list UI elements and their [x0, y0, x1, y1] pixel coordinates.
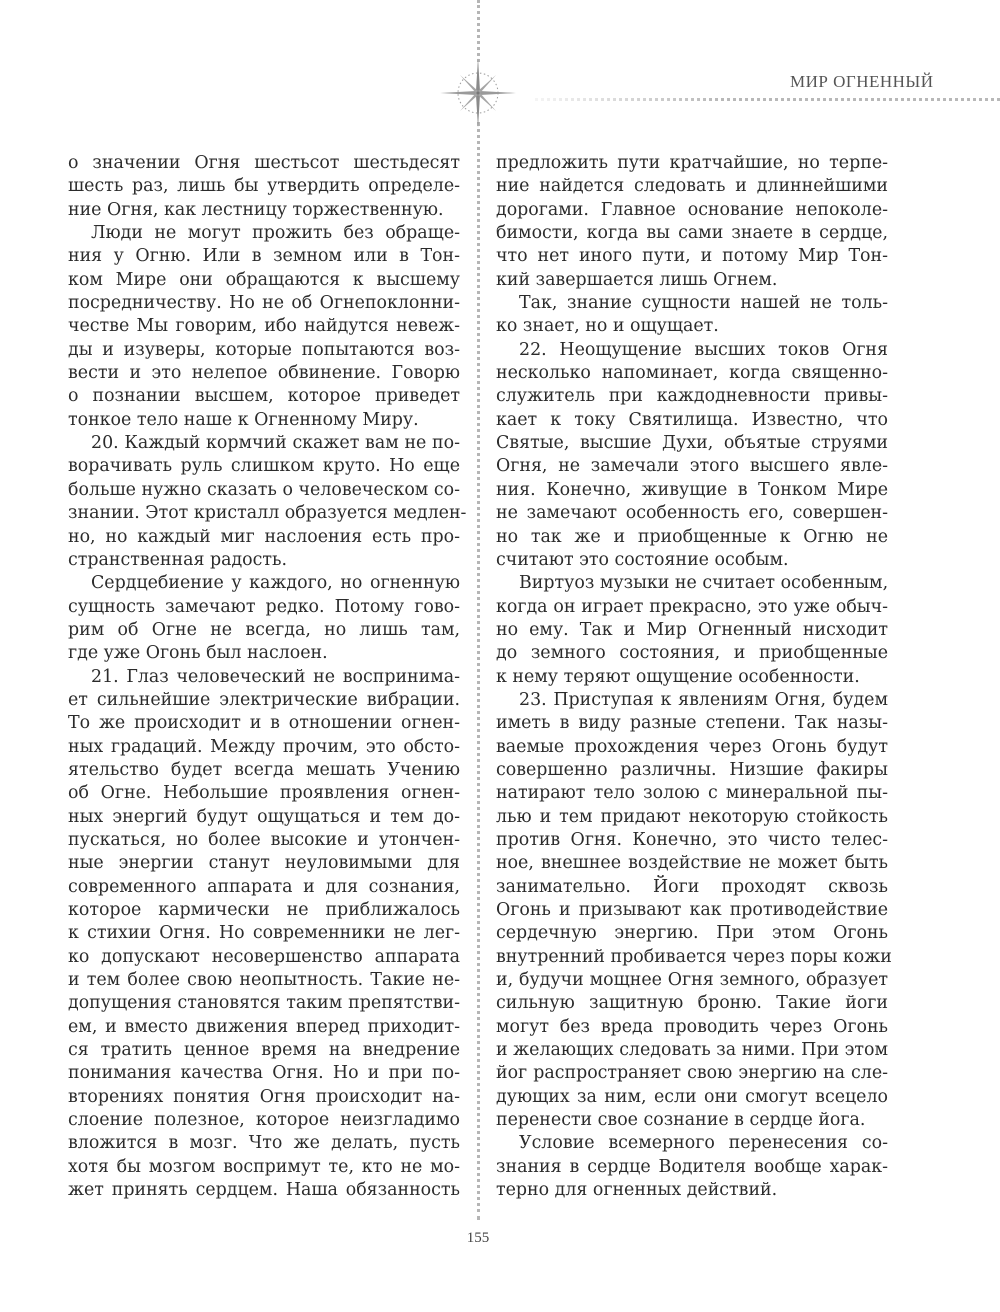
- text-line: ем, и вместо движения вперед приходит-: [68, 1016, 460, 1037]
- text-line: слоение полезное, которое неизгладимо: [68, 1110, 460, 1131]
- text-line: внутренний пробивается через поры кожи: [496, 946, 892, 967]
- text-line: ся тратить ценное время на внедрение: [68, 1040, 460, 1061]
- text-line: о значении Огня шестьсот шестьдесят: [68, 153, 460, 173]
- text-line: ния. Конечно, живущие в Тонком Мире: [496, 479, 888, 500]
- text-line: сердечную энергию. При этом Огонь: [496, 923, 888, 944]
- text-line: к стихии Огня. Но современники не лег-: [68, 923, 460, 944]
- text-line: ко допускают несовершенство аппарата: [68, 946, 460, 967]
- text-line: против Огня. Конечно, это чисто телес-: [496, 829, 888, 850]
- text-line: вести и это нелепое обвинение. Говорю: [68, 363, 460, 384]
- text-line: ное, внешнее воздействие не может быть: [496, 853, 888, 874]
- paragraph: [68, 666, 460, 1203]
- text-line: 20. Каждый кормчий скажет вам не по-: [91, 433, 460, 454]
- text-line: Условие всемерного перенесения со-: [519, 1133, 888, 1154]
- page-number: 155: [466, 1230, 490, 1246]
- text-line: но ему. Так и Мир Огненный нисходит: [496, 619, 888, 640]
- text-line: не замечают особенность его, совершен-: [496, 503, 888, 524]
- text-line: Огонь и призывают как противодействие: [496, 900, 888, 920]
- text-line: ных градаций. Между прочим, это обсто-: [68, 736, 460, 757]
- text-line: ние Огня, как лестницу торжественную.: [68, 199, 444, 220]
- text-line: ятельство будет всегда мешать Учению: [68, 759, 460, 780]
- column-divider: [477, 122, 480, 1220]
- text-line: жет принять сердцем. Наша обязанность: [68, 1180, 460, 1201]
- text-line: йог распространяет свою энергию на сле-: [496, 1063, 888, 1084]
- text-line: лью и тем придают некоторую стойкость: [496, 806, 888, 827]
- text-line: могут без вреда проводить через Огонь: [496, 1016, 888, 1037]
- text-line: где уже Огонь был наслоен.: [68, 643, 328, 664]
- paragraph: [496, 339, 888, 572]
- text-line: Святые, высшие Духи, объятые струями: [496, 433, 888, 454]
- text-line: но, но каждый миг наслоения есть про-: [68, 526, 460, 547]
- text-line: 21. Глаз человеческий не воспринима-: [91, 666, 460, 687]
- text-column-left: [68, 152, 467, 1202]
- text-line: Так, знание сущности нашей не толь-: [519, 293, 888, 314]
- paragraph: [68, 572, 460, 665]
- paragraph: [68, 222, 460, 432]
- text-line: терно для огненных действий.: [496, 1180, 778, 1201]
- text-line: вложится в мозг. Что же делать, пусть: [68, 1133, 460, 1154]
- text-line: современного аппарата и для сознания,: [68, 876, 460, 897]
- text-line: об Огне. Небольшие проявления огнен-: [68, 783, 460, 804]
- text-line: ние найдется следовать и длиннейшими: [496, 176, 888, 197]
- text-line: и тем более свою неопытность. Такие не-: [68, 970, 460, 991]
- text-line: ет сильнейшие электрические вибрации.: [68, 689, 460, 710]
- paragraph: [68, 432, 467, 572]
- paragraph: [496, 292, 888, 339]
- text-line: совершенно различны. Низшие факиры: [496, 759, 888, 780]
- text-line: которое кармически не приближалось: [68, 900, 460, 920]
- text-line: хотя бы мозгом воспримут те, кто не мо-: [68, 1156, 460, 1177]
- text-line: Виртуоз музыки не считает особенным,: [519, 573, 889, 594]
- text-line: занимательно. Йоги проходят сквозь: [496, 876, 888, 897]
- text-line: дорогами. Главное основание непоколе-: [496, 199, 888, 220]
- paragraph: [496, 572, 888, 689]
- text-line: бимости, когда вы сами знаете в сердце,: [496, 223, 888, 244]
- text-line: о познании высшем, которое приведет: [68, 386, 460, 407]
- text-line: больше нужно сказать о человеческом со-: [68, 479, 460, 500]
- text-line: Люди не могут прожить без обраще-: [91, 223, 460, 244]
- text-line: 23. Приступая к явлениям Огня, будем: [519, 689, 888, 710]
- text-line: но так же и приобщенные к Огню не: [496, 526, 888, 547]
- text-line: странственная радость.: [68, 549, 287, 570]
- text-line: и, будучи мощнее Огня земного, образует: [496, 970, 888, 991]
- text-line: тонкое тело наше к Огненному Миру.: [68, 409, 419, 430]
- text-line: перенести свое сознание в сердце йога.: [496, 1110, 866, 1131]
- column-divider-top: [477, 0, 480, 62]
- text-line: Огня, не замечали этого высшего явле-: [496, 456, 888, 477]
- text-line: ния у Огню. Или в земном или в Тон-: [68, 246, 460, 267]
- text-line: посредничеству. Но не об Огнепоклонни-: [68, 293, 460, 314]
- paragraph-continuation: [68, 152, 460, 222]
- text-line: То же происходит и в отношении огнен-: [68, 713, 460, 734]
- text-line: кий завершается лишь Огнем.: [496, 269, 778, 290]
- text-line: пускаться, но более высокие и утончен-: [68, 829, 460, 850]
- text-line: честве Мы говорим, ибо найдутся невеж-: [68, 316, 460, 337]
- paragraph: [496, 1132, 888, 1202]
- text-line: ваемые прохождения через Огонь будут: [496, 736, 888, 757]
- text-line: ко знает, но и ощущает.: [496, 316, 719, 337]
- text-line: знании. Этот кристалл образуется медлен-: [68, 503, 467, 524]
- text-column-right: [496, 152, 892, 1202]
- text-line: понимания качества Огня. Но и при по-: [68, 1063, 460, 1084]
- text-line: вторениях понятия Огня происходит на-: [68, 1086, 460, 1107]
- text-line: считают это состояние особым.: [496, 549, 789, 570]
- text-line: к нему теряют ощущение особенности.: [496, 666, 860, 687]
- header-rule: [535, 98, 1000, 101]
- text-line: до земного состояния, и приобщенные: [496, 643, 888, 664]
- text-line: шесть раз, лишь бы утвердить определе-: [68, 176, 460, 197]
- text-line: предложить пути кратчайшие, но терпе-: [496, 153, 888, 173]
- text-line: дующих за ним, если они смогут всецело: [496, 1086, 888, 1107]
- text-line: знания в сердце Водителя вообще харак-: [496, 1156, 888, 1177]
- compass-rose-icon: [440, 55, 516, 131]
- text-line: ворачивать руль слишком круто. Но еще: [68, 456, 460, 477]
- text-line: ды и изуверы, которые попытаются воз-: [68, 339, 460, 360]
- paragraph-continuation: [496, 152, 888, 292]
- text-line: что нет иного пути, и потому Мир Тон-: [496, 246, 888, 267]
- text-line: несколько напоминает, когда священно-: [496, 363, 888, 384]
- text-line: иметь в виду разные степени. Так назы-: [496, 713, 888, 734]
- text-line: ных энергий будут ощущаться и тем до-: [68, 806, 460, 827]
- text-line: 22. Неощущение высших токов Огня: [519, 339, 888, 360]
- text-line: кает к току Святилища. Известно, что: [496, 409, 888, 430]
- text-line: ком Мире они обращаются к высшему: [68, 269, 460, 290]
- text-line: натирают тело золою с минеральной пы-: [496, 783, 888, 804]
- text-line: и желающих следовать за ними. При этом: [496, 1040, 888, 1061]
- text-line: рим об Огне не всегда, но лишь там,: [68, 619, 460, 640]
- text-line: сущность замечают редко. Потому гово-: [68, 596, 460, 617]
- text-line: служитель при каждодневности привы-: [496, 386, 888, 407]
- text-line: ные энергии станут неуловимыми для: [68, 853, 460, 874]
- text-line: допущения становятся таким препятстви-: [68, 993, 460, 1014]
- text-line: сильную защитную броню. Такие йоги: [496, 993, 888, 1014]
- text-line: Сердцебиение у каждого, но огненную: [91, 573, 460, 594]
- text-line: когда он играет прекрасно, это уже обыч-: [496, 596, 888, 617]
- running-title: МИР ОГНЕННЫЙ: [790, 72, 934, 91]
- paragraph: [496, 689, 892, 1133]
